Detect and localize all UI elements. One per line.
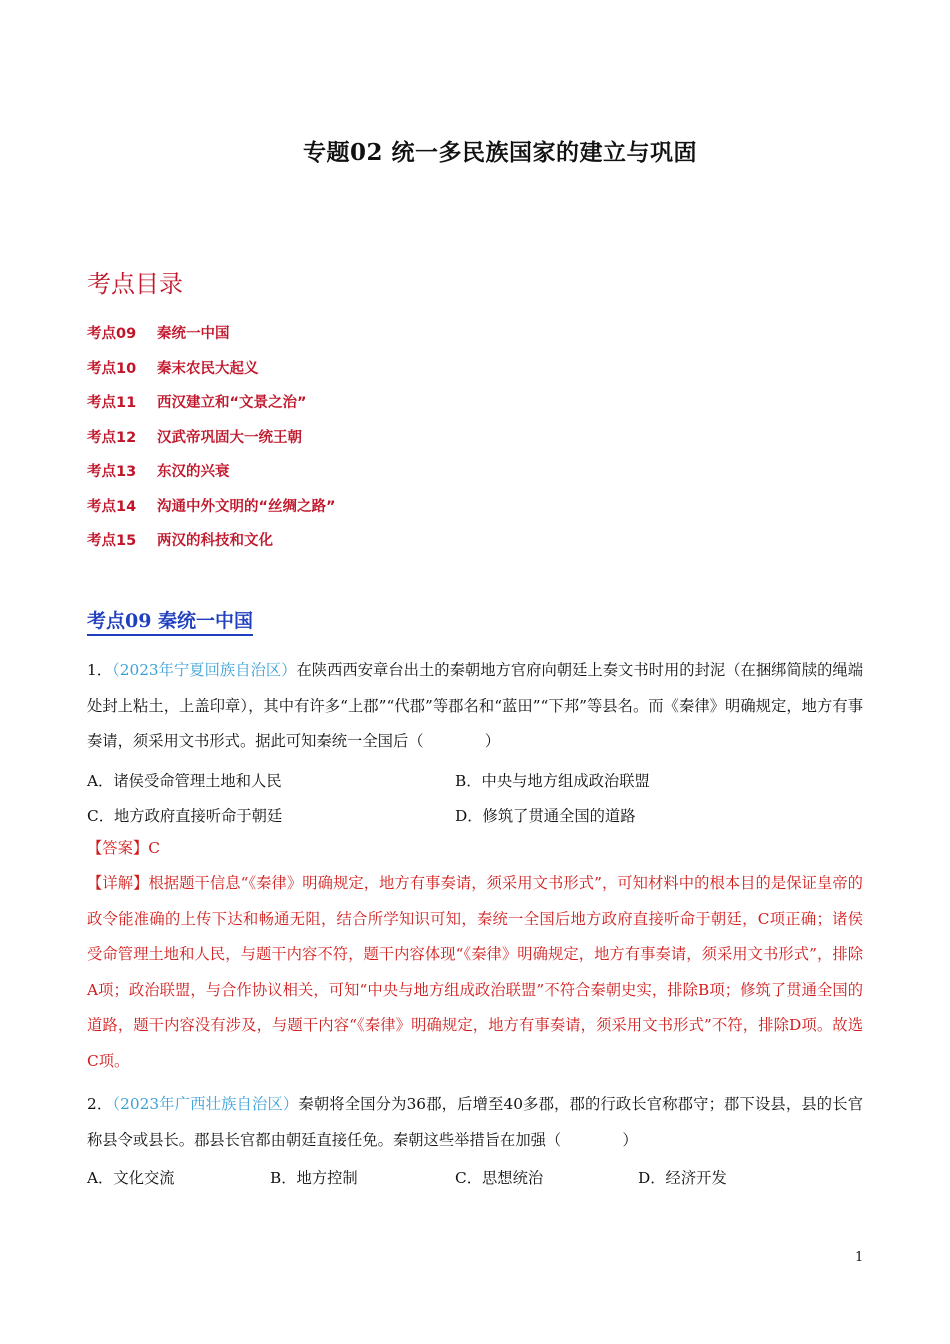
question-1-stem bbox=[87, 653, 863, 760]
page-number: 1 bbox=[855, 1250, 864, 1265]
toc-item-label: 两汉的科技和文化 bbox=[157, 533, 273, 549]
toc-item-14[interactable] bbox=[87, 495, 336, 530]
q1-option-b[interactable]: B．中央与地方组成政治联盟 bbox=[455, 772, 650, 790]
analysis-label: 【详解】 bbox=[87, 874, 149, 892]
q1-option-a[interactable]: A．诸侯受命管理土地和人民 bbox=[87, 772, 282, 790]
toc-item-label: 西汉建立和“文景之治” bbox=[157, 395, 307, 411]
toc-item-code: 考点12 bbox=[87, 429, 137, 446]
document-title: 专题02 统一多民族国家的建立与巩固 bbox=[302, 139, 697, 166]
toc-list bbox=[87, 322, 336, 564]
toc-item-code: 考点09 bbox=[87, 326, 137, 342]
question-text: 在陕西西安章台出土的秦朝地方官府向朝廷上奏文书时用的封泥（在捆绑简牍的绳端处封上粘土，上盖印章），其中有许多“上郡”“代郡”等郡名和“蓝田”“下邦”等县名。而《秦律》明确规定，地方有事奏请，须采用文书形式。据此可知秦统一全国后（ ） bbox=[87, 661, 863, 750]
question-source: （2023年广西壮族自治区） bbox=[112, 1095, 299, 1113]
section-heading-link[interactable]: 考点09 秦统一中国 bbox=[87, 606, 253, 636]
toc-item-code: 考点13 bbox=[87, 464, 137, 480]
q1-analysis bbox=[87, 866, 863, 1079]
toc-item-code: 考点10 bbox=[87, 360, 137, 377]
q1-option-d[interactable]: D．修筑了贯通全国的道路 bbox=[455, 807, 636, 825]
question-number: 1． bbox=[87, 661, 113, 679]
toc-item-label: 秦末农民大起义 bbox=[157, 360, 259, 377]
question-text: 秦朝将全国分为36郡，后增至40多郡，郡的行政长官称郡守；郡下设县，县的长官称县令或县长。郡县长官都由朝廷直接任免。秦朝这些举措旨在加强（ ） bbox=[87, 1095, 864, 1149]
toc-heading: 考点目录 bbox=[87, 270, 183, 298]
q2-option-d[interactable]: D．经济开发 bbox=[638, 1169, 727, 1187]
toc-item-15[interactable] bbox=[87, 529, 336, 564]
question-source: （2023年宁夏回族自治区） bbox=[112, 661, 297, 679]
q2-option-b[interactable]: B．地方控制 bbox=[270, 1169, 358, 1187]
question-number: 2． bbox=[87, 1095, 113, 1113]
answer-value: C bbox=[148, 839, 160, 857]
toc-item-code: 考点11 bbox=[87, 395, 137, 411]
toc-item-10[interactable] bbox=[87, 357, 336, 392]
toc-item-code: 考点14 bbox=[87, 498, 137, 515]
toc-item-label: 秦统一中国 bbox=[157, 326, 230, 342]
q2-option-a[interactable]: A．文化交流 bbox=[87, 1169, 175, 1187]
toc-item-09[interactable] bbox=[87, 322, 336, 357]
answer-label: 【答案】 bbox=[87, 839, 149, 857]
question-2-stem bbox=[87, 1087, 863, 1158]
toc-item-12[interactable] bbox=[87, 426, 336, 461]
analysis-text: 根据题干信息“《秦律》明确规定，地方有事奏请，须采用文书形式”，可知材料中的根本目的是保证皇帝的政令能准确的上传下达和畅通无阻，结合所学知识可知，秦统一全国后地方政府直接听命于朝廷，C项正确；诸侯受命管理土地和人民，与题干内容不符，题干内容体现“《秦律》明确规定，地方有事奏请，须采用文书形式”，排除A项；政治联盟，与合作协议相关，可知“中央与地方组成政治联盟”不符合秦朝史实，排除B项；修筑了贯通全国的道路，题干内容没有涉及，与题干内容“《秦律》明确规定，地方有事奏请，须采用文书形式”不符，排除D项。故选C项。 bbox=[87, 874, 863, 1070]
toc-item-13[interactable] bbox=[87, 460, 336, 495]
q1-answer bbox=[87, 831, 863, 867]
q2-option-c[interactable]: C．思想统治 bbox=[455, 1169, 544, 1187]
toc-item-label: 沟通中外文明的“丝绸之路” bbox=[157, 498, 336, 515]
toc-item-label: 东汉的兴衰 bbox=[157, 464, 230, 480]
q1-option-c[interactable]: C．地方政府直接听命于朝廷 bbox=[87, 807, 283, 825]
toc-item-11[interactable] bbox=[87, 391, 336, 426]
toc-item-label: 汉武帝巩固大一统王朝 bbox=[157, 429, 302, 446]
toc-item-code: 考点15 bbox=[87, 533, 137, 549]
